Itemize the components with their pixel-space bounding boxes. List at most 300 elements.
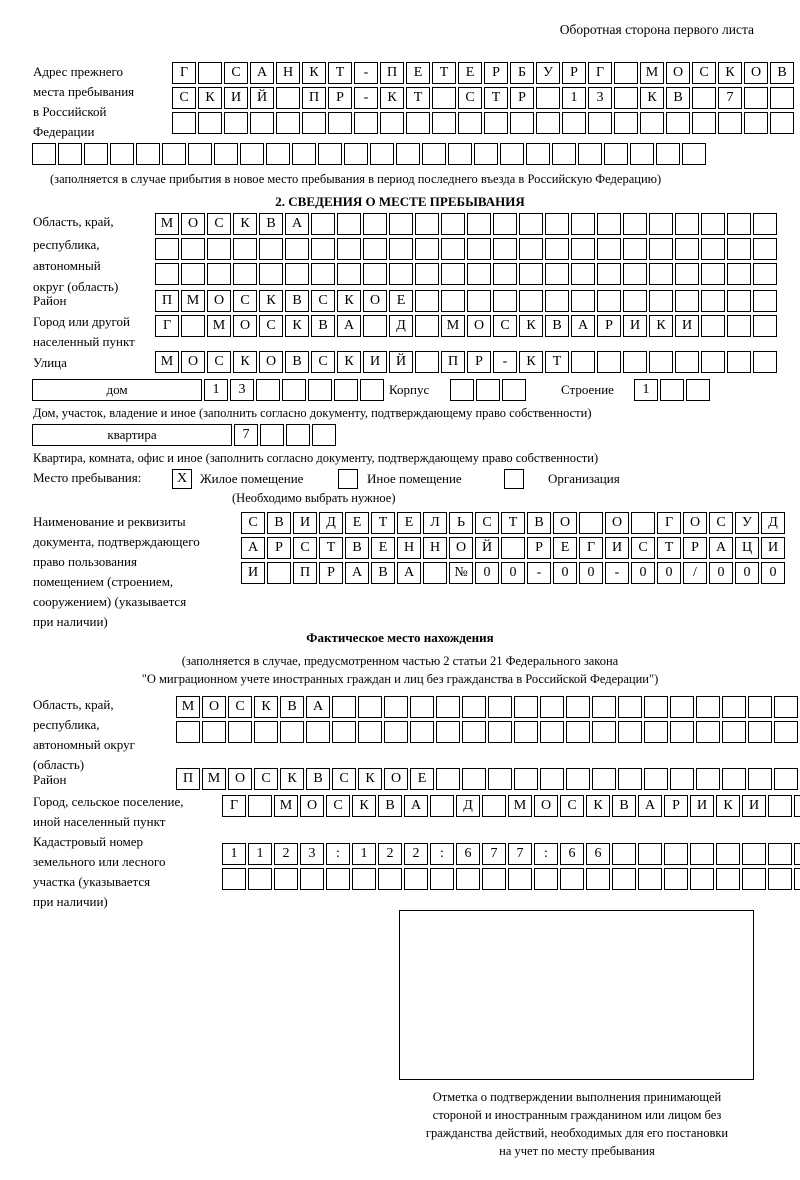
char-cell[interactable]	[774, 768, 798, 790]
char-cell[interactable]: 0	[657, 562, 681, 584]
char-cell[interactable]: 1	[222, 843, 246, 865]
char-cell[interactable]: Е	[410, 768, 434, 790]
char-cell[interactable]: М	[155, 351, 179, 373]
char-cell[interactable]	[363, 213, 387, 235]
char-cell[interactable]	[774, 696, 798, 718]
char-cell[interactable]: И	[761, 537, 785, 559]
char-cell[interactable]: О	[384, 768, 408, 790]
char-cell[interactable]: У	[536, 62, 560, 84]
char-cell[interactable]: М	[508, 795, 532, 817]
char-cell[interactable]	[592, 721, 616, 743]
char-cell[interactable]	[318, 143, 342, 165]
char-cell[interactable]	[566, 696, 590, 718]
char-cell[interactable]: К	[358, 768, 382, 790]
flat-cells[interactable]	[234, 424, 336, 446]
district-row[interactable]	[155, 290, 777, 312]
char-cell[interactable]	[207, 238, 231, 260]
char-cell[interactable]	[344, 143, 368, 165]
char-cell[interactable]: -	[354, 87, 378, 109]
char-cell[interactable]	[292, 143, 316, 165]
char-cell[interactable]: О	[233, 315, 257, 337]
char-cell[interactable]	[493, 290, 517, 312]
char-cell[interactable]	[311, 263, 335, 285]
char-cell[interactable]	[410, 721, 434, 743]
char-cell[interactable]	[618, 768, 642, 790]
char-cell[interactable]	[794, 843, 800, 865]
char-cell[interactable]	[696, 721, 720, 743]
char-cell[interactable]: М	[207, 315, 231, 337]
char-cell[interactable]	[664, 868, 688, 890]
char-cell[interactable]	[462, 696, 486, 718]
cadastral-row-1[interactable]	[222, 843, 800, 865]
char-cell[interactable]	[233, 238, 257, 260]
char-cell[interactable]: 1	[634, 379, 658, 401]
char-cell[interactable]	[597, 238, 621, 260]
char-cell[interactable]	[441, 290, 465, 312]
char-cell[interactable]: Ц	[735, 537, 759, 559]
char-cell[interactable]	[450, 379, 474, 401]
char-cell[interactable]	[181, 238, 205, 260]
char-cell[interactable]	[519, 263, 543, 285]
char-cell[interactable]: С	[254, 768, 278, 790]
char-cell[interactable]: Е	[397, 512, 421, 534]
char-cell[interactable]: М	[155, 213, 179, 235]
char-cell[interactable]: Й	[389, 351, 413, 373]
char-cell[interactable]	[500, 143, 524, 165]
char-cell[interactable]: 6	[586, 843, 610, 865]
char-cell[interactable]: 3	[588, 87, 612, 109]
char-cell[interactable]: Е	[406, 62, 430, 84]
char-cell[interactable]: С	[311, 290, 335, 312]
char-cell[interactable]: В	[666, 87, 690, 109]
char-cell[interactable]: С	[241, 512, 265, 534]
char-cell[interactable]: Г	[155, 315, 179, 337]
char-cell[interactable]: М	[176, 696, 200, 718]
char-cell[interactable]	[519, 290, 543, 312]
char-cell[interactable]	[326, 868, 350, 890]
char-cell[interactable]: В	[285, 351, 309, 373]
char-cell[interactable]	[618, 696, 642, 718]
char-cell[interactable]	[285, 238, 309, 260]
char-cell[interactable]	[640, 112, 664, 134]
char-cell[interactable]: 1	[562, 87, 586, 109]
char-cell[interactable]	[644, 721, 668, 743]
char-cell[interactable]	[274, 868, 298, 890]
char-cell[interactable]	[753, 290, 777, 312]
char-cell[interactable]	[701, 351, 725, 373]
char-cell[interactable]	[597, 213, 621, 235]
char-cell[interactable]	[328, 112, 352, 134]
char-cell[interactable]	[540, 721, 564, 743]
char-cell[interactable]: В	[306, 768, 330, 790]
char-cell[interactable]	[727, 238, 751, 260]
char-cell[interactable]: О	[605, 512, 629, 534]
char-cell[interactable]	[701, 290, 725, 312]
char-cell[interactable]: С	[233, 290, 257, 312]
char-cell[interactable]	[259, 238, 283, 260]
char-cell[interactable]: С	[259, 315, 283, 337]
char-cell[interactable]	[566, 721, 590, 743]
char-cell[interactable]	[623, 263, 647, 285]
char-cell[interactable]: Р	[683, 537, 707, 559]
char-cell[interactable]: И	[363, 351, 387, 373]
char-cell[interactable]: 2	[378, 843, 402, 865]
char-cell[interactable]	[597, 290, 621, 312]
char-cell[interactable]: 1	[204, 379, 228, 401]
char-cell[interactable]	[250, 112, 274, 134]
char-cell[interactable]: 0	[553, 562, 577, 584]
char-cell[interactable]: О	[449, 537, 473, 559]
char-cell[interactable]: К	[718, 62, 742, 84]
char-cell[interactable]	[467, 290, 491, 312]
char-cell[interactable]	[110, 143, 134, 165]
char-cell[interactable]	[727, 290, 751, 312]
char-cell[interactable]: 6	[560, 843, 584, 865]
actual-district-row[interactable]	[176, 768, 798, 790]
char-cell[interactable]: №	[449, 562, 473, 584]
char-cell[interactable]	[58, 143, 82, 165]
char-cell[interactable]: 0	[475, 562, 499, 584]
char-cell[interactable]	[701, 263, 725, 285]
char-cell[interactable]: Г	[579, 537, 603, 559]
char-cell[interactable]	[649, 351, 673, 373]
char-cell[interactable]: В	[770, 62, 794, 84]
char-cell[interactable]	[578, 143, 602, 165]
char-cell[interactable]	[467, 238, 491, 260]
char-cell[interactable]	[363, 263, 387, 285]
char-cell[interactable]	[614, 62, 638, 84]
char-cell[interactable]	[670, 696, 694, 718]
char-cell[interactable]	[692, 87, 716, 109]
char-cell[interactable]: 2	[274, 843, 298, 865]
char-cell[interactable]: И	[293, 512, 317, 534]
char-cell[interactable]: М	[274, 795, 298, 817]
char-cell[interactable]	[630, 143, 654, 165]
char-cell[interactable]: Н	[397, 537, 421, 559]
char-cell[interactable]	[482, 868, 506, 890]
char-cell[interactable]: О	[467, 315, 491, 337]
char-cell[interactable]	[718, 112, 742, 134]
char-cell[interactable]	[488, 721, 512, 743]
char-cell[interactable]: Т	[319, 537, 343, 559]
char-cell[interactable]: Р	[484, 62, 508, 84]
char-cell[interactable]: И	[675, 315, 699, 337]
char-cell[interactable]: 7	[482, 843, 506, 865]
char-cell[interactable]	[198, 112, 222, 134]
actual-region-row-2[interactable]	[176, 721, 798, 743]
char-cell[interactable]: А	[638, 795, 662, 817]
char-cell[interactable]: В	[259, 213, 283, 235]
char-cell[interactable]: О	[363, 290, 387, 312]
char-cell[interactable]	[586, 868, 610, 890]
char-cell[interactable]	[686, 379, 710, 401]
char-cell[interactable]: И	[605, 537, 629, 559]
char-cell[interactable]	[228, 721, 252, 743]
char-cell[interactable]: Р	[319, 562, 343, 584]
char-cell[interactable]	[562, 112, 586, 134]
char-cell[interactable]: Д	[456, 795, 480, 817]
char-cell[interactable]	[545, 290, 569, 312]
char-cell[interactable]: Й	[250, 87, 274, 109]
char-cell[interactable]	[260, 424, 284, 446]
char-cell[interactable]	[410, 696, 434, 718]
char-cell[interactable]	[358, 721, 382, 743]
char-cell[interactable]: 2	[404, 843, 428, 865]
char-cell[interactable]: А	[241, 537, 265, 559]
stay-type-checkbox-zhiloe[interactable]: X	[172, 469, 192, 489]
char-cell[interactable]	[155, 263, 179, 285]
char-cell[interactable]: А	[250, 62, 274, 84]
char-cell[interactable]: К	[280, 768, 304, 790]
char-cell[interactable]: С	[293, 537, 317, 559]
char-cell[interactable]	[162, 143, 186, 165]
char-cell[interactable]: С	[224, 62, 248, 84]
char-cell[interactable]: 0	[501, 562, 525, 584]
char-cell[interactable]: Р	[328, 87, 352, 109]
char-cell[interactable]: К	[302, 62, 326, 84]
char-cell[interactable]	[540, 696, 564, 718]
char-cell[interactable]: :	[430, 843, 454, 865]
char-cell[interactable]	[727, 351, 751, 373]
char-cell[interactable]: И	[690, 795, 714, 817]
char-cell[interactable]	[571, 213, 595, 235]
char-cell[interactable]	[534, 868, 558, 890]
char-cell[interactable]	[415, 290, 439, 312]
char-cell[interactable]: С	[326, 795, 350, 817]
char-cell[interactable]	[794, 868, 800, 890]
char-cell[interactable]	[727, 315, 751, 337]
char-cell[interactable]	[456, 868, 480, 890]
char-cell[interactable]: :	[534, 843, 558, 865]
char-cell[interactable]: А	[404, 795, 428, 817]
char-cell[interactable]	[701, 213, 725, 235]
char-cell[interactable]	[311, 213, 335, 235]
prev-address-row-1[interactable]	[172, 62, 794, 84]
char-cell[interactable]	[266, 143, 290, 165]
char-cell[interactable]: А	[397, 562, 421, 584]
char-cell[interactable]	[467, 263, 491, 285]
prev-address-row-3[interactable]	[172, 112, 794, 134]
char-cell[interactable]	[337, 213, 361, 235]
region-row-1[interactable]	[155, 213, 777, 235]
document-row-1[interactable]	[241, 512, 785, 534]
char-cell[interactable]	[768, 795, 792, 817]
char-cell[interactable]	[370, 143, 394, 165]
char-cell[interactable]: А	[571, 315, 595, 337]
char-cell[interactable]	[744, 112, 768, 134]
char-cell[interactable]: 6	[456, 843, 480, 865]
char-cell[interactable]: Р	[562, 62, 586, 84]
char-cell[interactable]	[458, 112, 482, 134]
char-cell[interactable]	[389, 263, 413, 285]
char-cell[interactable]: П	[176, 768, 200, 790]
char-cell[interactable]: М	[640, 62, 664, 84]
char-cell[interactable]	[753, 263, 777, 285]
char-cell[interactable]	[332, 696, 356, 718]
char-cell[interactable]	[701, 238, 725, 260]
char-cell[interactable]: Т	[657, 537, 681, 559]
char-cell[interactable]: Р	[267, 537, 291, 559]
char-cell[interactable]: 0	[709, 562, 733, 584]
char-cell[interactable]: П	[302, 87, 326, 109]
char-cell[interactable]	[753, 315, 777, 337]
char-cell[interactable]: 3	[300, 843, 324, 865]
char-cell[interactable]: К	[586, 795, 610, 817]
char-cell[interactable]	[748, 696, 772, 718]
char-cell[interactable]	[670, 721, 694, 743]
char-cell[interactable]: О	[683, 512, 707, 534]
char-cell[interactable]: О	[202, 696, 226, 718]
char-cell[interactable]	[441, 238, 465, 260]
char-cell[interactable]	[248, 868, 272, 890]
char-cell[interactable]: С	[207, 213, 231, 235]
char-cell[interactable]: 1	[248, 843, 272, 865]
char-cell[interactable]	[436, 721, 460, 743]
cadastral-row-2[interactable]	[222, 868, 800, 890]
char-cell[interactable]: Р	[527, 537, 551, 559]
char-cell[interactable]	[302, 112, 326, 134]
char-cell[interactable]	[267, 562, 291, 584]
char-cell[interactable]: С	[475, 512, 499, 534]
char-cell[interactable]: М	[202, 768, 226, 790]
char-cell[interactable]	[696, 696, 720, 718]
char-cell[interactable]: К	[352, 795, 376, 817]
char-cell[interactable]: Г	[588, 62, 612, 84]
char-cell[interactable]: П	[441, 351, 465, 373]
char-cell[interactable]: О	[553, 512, 577, 534]
char-cell[interactable]	[682, 143, 706, 165]
char-cell[interactable]	[493, 238, 517, 260]
char-cell[interactable]: О	[228, 768, 252, 790]
char-cell[interactable]	[716, 843, 740, 865]
char-cell[interactable]: П	[155, 290, 179, 312]
char-cell[interactable]: -	[605, 562, 629, 584]
char-cell[interactable]	[794, 795, 800, 817]
char-cell[interactable]	[510, 112, 534, 134]
char-cell[interactable]: В	[545, 315, 569, 337]
char-cell[interactable]: В	[371, 562, 395, 584]
char-cell[interactable]: Ь	[449, 512, 473, 534]
char-cell[interactable]: К	[233, 351, 257, 373]
char-cell[interactable]: Т	[328, 62, 352, 84]
char-cell[interactable]	[514, 696, 538, 718]
char-cell[interactable]	[224, 112, 248, 134]
char-cell[interactable]: К	[519, 315, 543, 337]
char-cell[interactable]	[430, 868, 454, 890]
char-cell[interactable]	[436, 696, 460, 718]
char-cell[interactable]: Л	[423, 512, 447, 534]
char-cell[interactable]	[448, 143, 472, 165]
char-cell[interactable]	[519, 238, 543, 260]
char-cell[interactable]	[571, 290, 595, 312]
char-cell[interactable]: 0	[735, 562, 759, 584]
char-cell[interactable]: С	[631, 537, 655, 559]
char-cell[interactable]	[664, 843, 688, 865]
char-cell[interactable]	[536, 112, 560, 134]
char-cell[interactable]	[614, 112, 638, 134]
char-cell[interactable]	[540, 768, 564, 790]
char-cell[interactable]	[566, 768, 590, 790]
char-cell[interactable]	[748, 768, 772, 790]
char-cell[interactable]: 7	[718, 87, 742, 109]
char-cell[interactable]	[774, 721, 798, 743]
char-cell[interactable]	[675, 351, 699, 373]
char-cell[interactable]: Й	[475, 537, 499, 559]
char-cell[interactable]: А	[285, 213, 309, 235]
char-cell[interactable]	[623, 213, 647, 235]
char-cell[interactable]	[768, 843, 792, 865]
char-cell[interactable]	[354, 112, 378, 134]
region-row-3[interactable]	[155, 263, 777, 285]
char-cell[interactable]	[696, 768, 720, 790]
char-cell[interactable]: Р	[597, 315, 621, 337]
char-cell[interactable]	[614, 87, 638, 109]
char-cell[interactable]: Е	[458, 62, 482, 84]
char-cell[interactable]	[84, 143, 108, 165]
char-cell[interactable]: А	[709, 537, 733, 559]
char-cell[interactable]: В	[280, 696, 304, 718]
char-cell[interactable]	[259, 263, 283, 285]
char-cell[interactable]	[254, 721, 278, 743]
char-cell[interactable]	[742, 868, 766, 890]
char-cell[interactable]	[484, 112, 508, 134]
char-cell[interactable]: -	[354, 62, 378, 84]
char-cell[interactable]: Р	[467, 351, 491, 373]
char-cell[interactable]	[482, 795, 506, 817]
char-cell[interactable]	[649, 290, 673, 312]
char-cell[interactable]	[660, 379, 684, 401]
char-cell[interactable]: П	[380, 62, 404, 84]
char-cell[interactable]	[560, 868, 584, 890]
char-cell[interactable]	[306, 721, 330, 743]
char-cell[interactable]: Т	[501, 512, 525, 534]
char-cell[interactable]: 0	[761, 562, 785, 584]
char-cell[interactable]: С	[709, 512, 733, 534]
char-cell[interactable]: А	[337, 315, 361, 337]
char-cell[interactable]	[692, 112, 716, 134]
char-cell[interactable]: К	[337, 351, 361, 373]
char-cell[interactable]: В	[612, 795, 636, 817]
char-cell[interactable]	[670, 768, 694, 790]
char-cell[interactable]	[571, 238, 595, 260]
char-cell[interactable]: И	[224, 87, 248, 109]
char-cell[interactable]	[493, 213, 517, 235]
char-cell[interactable]: Е	[371, 537, 395, 559]
char-cell[interactable]: В	[378, 795, 402, 817]
char-cell[interactable]: 0	[579, 562, 603, 584]
char-cell[interactable]	[337, 263, 361, 285]
char-cell[interactable]: О	[259, 351, 283, 373]
char-cell[interactable]	[502, 379, 526, 401]
char-cell[interactable]	[597, 351, 621, 373]
char-cell[interactable]: Д	[319, 512, 343, 534]
char-cell[interactable]	[675, 290, 699, 312]
char-cell[interactable]	[198, 62, 222, 84]
char-cell[interactable]	[276, 112, 300, 134]
char-cell[interactable]: К	[640, 87, 664, 109]
char-cell[interactable]: Н	[423, 537, 447, 559]
char-cell[interactable]	[604, 143, 628, 165]
char-cell[interactable]	[753, 213, 777, 235]
stroenie-cells[interactable]	[634, 379, 710, 401]
char-cell[interactable]	[312, 424, 336, 446]
char-cell[interactable]	[744, 87, 768, 109]
char-cell[interactable]: В	[345, 537, 369, 559]
char-cell[interactable]	[501, 537, 525, 559]
dom-cells[interactable]	[204, 379, 384, 401]
char-cell[interactable]	[363, 315, 387, 337]
char-cell[interactable]	[389, 213, 413, 235]
